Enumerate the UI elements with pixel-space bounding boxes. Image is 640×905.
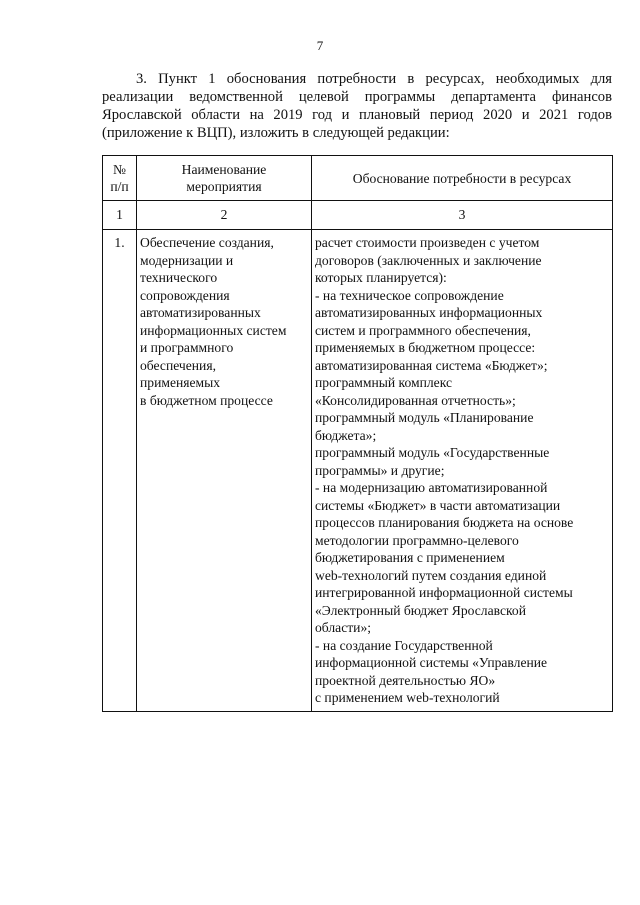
row-num-cell: 1. bbox=[103, 230, 137, 712]
justification-line: процессов планирования бюджета на основе bbox=[315, 515, 574, 530]
resource-justification-table bbox=[102, 155, 613, 712]
name-line: обеспечения, bbox=[140, 357, 216, 373]
name-line: информационных систем bbox=[140, 322, 287, 338]
justification-line: проектной деятельностью ЯО» bbox=[315, 672, 496, 688]
justification-line: расчет стоимости произведен с учетом bbox=[315, 235, 540, 250]
index-cell: 1 bbox=[103, 201, 137, 230]
justification-line: - на техническое сопровождение bbox=[315, 287, 504, 303]
justification-line: которых планируется): bbox=[315, 270, 447, 285]
justification-line: программы» и другие; bbox=[315, 462, 445, 478]
header-num-cell bbox=[103, 156, 137, 201]
justification-line: «Консолидированная отчетность»; bbox=[315, 392, 516, 408]
name-line: в бюджетном процессе bbox=[140, 392, 273, 408]
header-justification-cell: Обоснование потребности в ресурсах bbox=[312, 156, 613, 201]
justification-line: применяемых в бюджетном процессе: bbox=[315, 340, 536, 355]
justification-line: бюджета»; bbox=[315, 427, 377, 443]
header-name-cell bbox=[137, 156, 312, 201]
name-line: Обеспечение создания, bbox=[140, 235, 274, 250]
justification-line: системы «Бюджет» в части автоматизации bbox=[315, 497, 561, 513]
row-justification-cell bbox=[312, 230, 613, 712]
justification-line: web-технологий путем создания единой bbox=[315, 567, 547, 583]
justification-line: автоматизированная система «Бюджет»; bbox=[315, 357, 548, 373]
name-line: и программного bbox=[140, 340, 234, 355]
justification-line: программный комплекс bbox=[315, 375, 453, 390]
justification-line: договоров (заключенных и заключение bbox=[315, 252, 542, 268]
name-line: автоматизированных bbox=[140, 305, 261, 320]
justification-line: интегрированной информационной системы bbox=[315, 585, 573, 600]
justification-line: программный модуль «Планирование bbox=[315, 410, 534, 425]
justification-line: бюджетирования с применением bbox=[315, 550, 505, 565]
justification-line: области»; bbox=[315, 620, 372, 635]
justification-line: систем и программного обеспечения, bbox=[315, 322, 531, 338]
header-num-line: п/п bbox=[110, 179, 129, 194]
name-line: технического bbox=[140, 270, 218, 285]
row-name-cell bbox=[137, 230, 312, 712]
table-row bbox=[103, 230, 613, 712]
justification-line: автоматизированных информационных bbox=[315, 305, 543, 320]
index-cell: 3 bbox=[312, 201, 613, 230]
header-name-line: Наименование bbox=[181, 162, 267, 177]
justification-line: методологии программно-целевого bbox=[315, 532, 519, 548]
justification-line: информационной системы «Управление bbox=[315, 655, 548, 670]
name-line: модернизации и bbox=[140, 252, 234, 268]
justification-line: с применением web-технологий bbox=[315, 690, 500, 705]
header-name-line: мероприятия bbox=[186, 179, 262, 194]
justification-line: «Электронный бюджет Ярославской bbox=[315, 602, 526, 618]
name-line: применяемых bbox=[140, 375, 221, 390]
table-header-row bbox=[103, 156, 613, 201]
justification-line: программный модуль «Государственные bbox=[315, 445, 550, 460]
justification-line: - на создание Государственной bbox=[315, 637, 493, 653]
index-cell: 2 bbox=[137, 201, 312, 230]
table-index-row bbox=[103, 201, 613, 230]
name-line: сопровождения bbox=[140, 287, 230, 303]
page-number: 7 bbox=[316, 38, 324, 53]
justification-line: - на модернизацию автоматизированной bbox=[315, 480, 548, 495]
header-num-line: № bbox=[113, 162, 126, 177]
intro-paragraph: 3. Пункт 1 обоснования потребности в ресурсах, необходимых для реализации ведомственной целевой программы департамента финансов Ярославской области на 2019 год и плановый период 2020 и 2021 годов (приложение к ВЦП), изложить в следующей редакции: bbox=[102, 71, 612, 141]
